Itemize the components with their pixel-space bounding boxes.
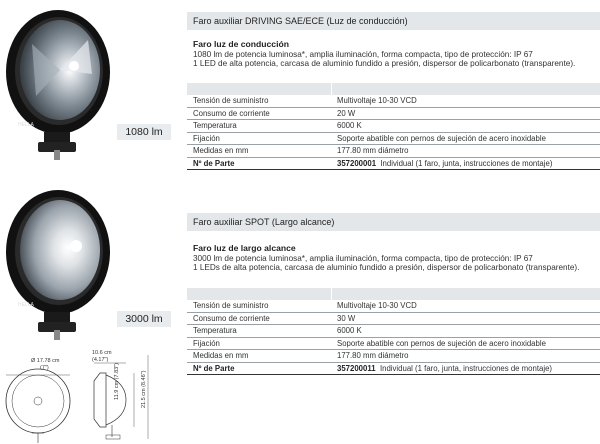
part-label: Nº de Parte xyxy=(193,158,235,168)
svg-text:HELLA: HELLA xyxy=(18,122,34,128)
description-line: 3000 lm de potencia luminosa*, amplia iluminación, forma compacta, tipo de protección: IP 67 xyxy=(193,253,533,263)
description-line: 1 LED de alta potencia, carcasa de aluminio fundido a presión, dispersor de policarbonato (transparente). xyxy=(193,59,576,69)
product-title: Faro auxiliar SPOT (Largo alcance) xyxy=(187,213,600,231)
description-title: Faro luz de largo alcance xyxy=(193,243,296,253)
description-title: Faro luz de conducción xyxy=(193,39,289,49)
lumen-label: 3000 lm xyxy=(117,311,171,327)
spec-header xyxy=(187,83,600,95)
part-number: 357200001 xyxy=(337,158,377,168)
spec-table xyxy=(187,95,600,170)
table-row: Consumo de corriente 30 W xyxy=(187,312,600,325)
table-row: Fijación Soporte abatible con pernos de sujeción de acero inoxidable xyxy=(187,132,600,145)
part-number-row xyxy=(187,362,600,375)
part-number-row xyxy=(187,157,600,170)
description-line: 1 LEDs de alta potencia, carcasa de aluminio fundido a presión, dispersor de policarbonato (transparente). xyxy=(193,263,580,273)
table-row: Fijación Soporte abatible con pernos de sujeción de acero inoxidable xyxy=(187,337,600,350)
spot-light-image xyxy=(2,182,112,342)
part-description: Individual (1 faro, junta, instrucciones de montaje) xyxy=(380,158,553,168)
height2-label: 21.5 cm (8.46") xyxy=(141,370,147,408)
table-row: Temperatura 6000 K xyxy=(187,325,600,338)
spec-header xyxy=(187,288,600,300)
depth-in-label: (4.17") xyxy=(92,357,109,363)
description-line: 1080 lm de potencia luminosa*, amplia iluminación, forma compacta, tipo de protección: IP 67 xyxy=(193,49,533,59)
part-number: 357200011 xyxy=(337,363,376,373)
height1-label: 11.9 cm (7.83") xyxy=(114,362,120,400)
product-title: Faro auxiliar DRIVING SAE/ECE (Luz de conducción) xyxy=(187,12,600,30)
diameter-label: Ø 17.78 cm xyxy=(31,358,60,364)
lumen-label: 1080 lm xyxy=(117,124,171,140)
product-description xyxy=(193,40,598,69)
table-row: Medidas en mm 177.80 mm diámetro xyxy=(187,350,600,363)
diameter-in-label: (7") xyxy=(40,365,49,371)
table-row: Medidas en mm 177.80 mm diámetro xyxy=(187,145,600,158)
part-description: Individual (1 faro, junta, instrucciones de montaje) xyxy=(379,363,553,373)
product-description xyxy=(193,244,598,273)
depth-label: 10.6 cm xyxy=(92,350,112,356)
spec-table xyxy=(187,300,600,375)
table-row: Consumo de corriente 20 W xyxy=(187,107,600,120)
table-row: Tensión de suministro Multivoltaje 10-30 VCD xyxy=(187,95,600,107)
table-row: Temperatura 6000 K xyxy=(187,120,600,133)
part-label: Nº de Parte xyxy=(193,363,235,373)
driving-light-image xyxy=(2,4,112,164)
svg-text:HELLA: HELLA xyxy=(18,302,34,308)
table-row: Tensión de suministro Multivoltaje 10-30 VCD xyxy=(187,300,600,312)
